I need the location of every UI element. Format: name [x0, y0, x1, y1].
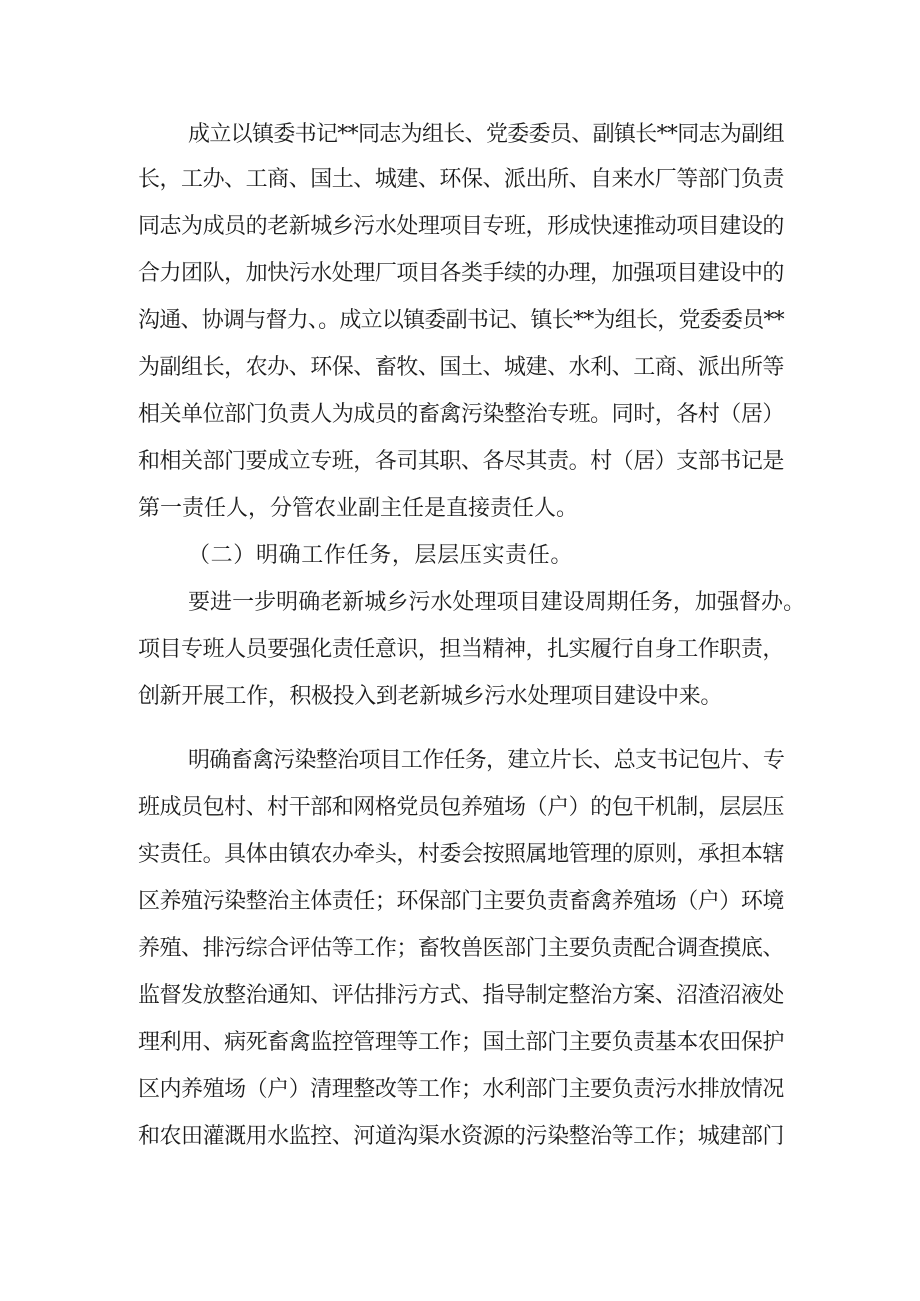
text-line: 同志为成员的老新城乡污水处理项目专班，形成快速推动项目建设的 [138, 214, 784, 239]
text-line: 区内养殖场（户）清理整改等工作；水利部门主要负责污水排放情况 [138, 1077, 784, 1102]
text-line: 实责任。具体由镇农办牵头，村委会按照属地管理的原则，承担本辖 [138, 842, 784, 867]
section-heading: （二）明确工作任务，层层压实责任。 [188, 543, 574, 568]
text-line: 第一责任人，分管农业副主任是直接责任人。 [138, 496, 579, 521]
text-line: 成立以镇委书记**同志为组长、党委委员、副镇长**同志为副组 [188, 122, 784, 147]
text-line: 和相关部门要成立专班，各司其职、各尽其责。村（居）支部书记是 [138, 449, 784, 474]
text-line: 班成员包村、村干部和网格党员包养殖场（户）的包干机制，层层压 [138, 795, 784, 820]
text-line: 相关单位部门负责人为成员的畜禽污染整治专班。同时，各村（居） [138, 402, 784, 427]
text-line: 创新开展工作，积极投入到老新城乡污水处理项目建设中来。 [138, 684, 723, 709]
text-line: 项目专班人员要强化责任意识，担当精神，扎实履行自身工作职责， [138, 637, 784, 662]
text-line: 合力团队，加快污水处理厂项目各类手续的办理，加强项目建设中的 [138, 261, 784, 286]
text-line: 和农田灌溉用水监控、河道沟渠水资源的污染整治等工作；城建部门 [138, 1124, 784, 1149]
text-line: 要进一步明确老新城乡污水处理项目建设周期任务，加强督办。 [188, 590, 806, 615]
text-line: 区养殖污染整治主体责任；环保部门主要负责畜禽养殖场（户）环境 [138, 889, 784, 914]
text-line: 明确畜禽污染整治项目工作任务，建立片长、总支书记包片、专 [188, 748, 785, 773]
text-line: 理利用、病死畜禽监控管理等工作；国土部门主要负责基本农田保护 [138, 1030, 784, 1055]
text-line: 养殖、排污综合评估等工作；畜牧兽医部门主要负责配合调查摸底、 [138, 936, 784, 961]
text-line: 长，工办、工商、国土、城建、环保、派出所、自来水厂等部门负责 [138, 167, 784, 192]
text-line: 沟通、协调与督力、。成立以镇委副书记、镇长**为组长，党委委员** [138, 308, 784, 333]
text-line: 为副组长，农办、环保、畜牧、国土、城建、水利、工商、派出所等 [138, 355, 784, 380]
text-line: 监督发放整治通知、评估排污方式、指导制定整治方案、沼渣沼液处 [138, 983, 784, 1008]
